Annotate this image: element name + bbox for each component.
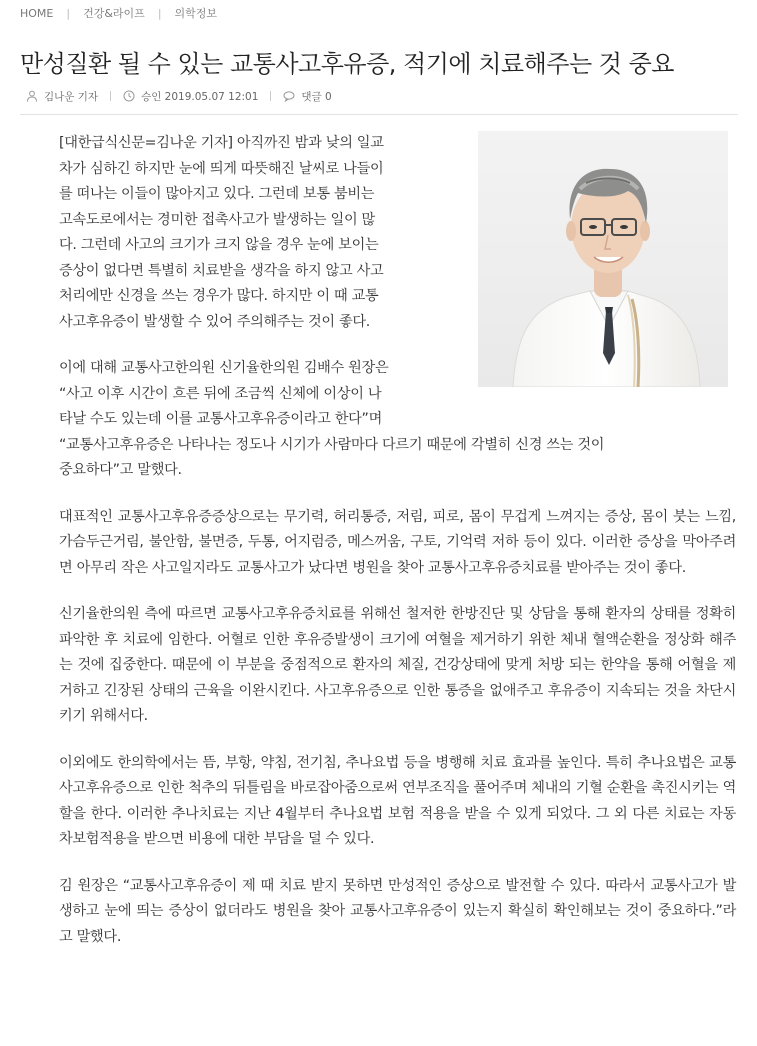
text-line: 증상이 없다면 특별히 치료받을 생각을 하지 않고 사고 bbox=[59, 262, 384, 279]
text-line: 이에 대해 교통사고한의원 신기율한의원 김배수 원장은 bbox=[59, 360, 389, 376]
paragraph-1 bbox=[59, 131, 464, 335]
text-line: “사고 이후 시간이 흐른 뒤에 조금씩 신체에 이상이 나 bbox=[59, 385, 382, 402]
text-line: 차가 심하긴 하지만 눈에 띄게 따뜻해진 날씨로 나들이 bbox=[59, 160, 384, 177]
clock-icon bbox=[123, 90, 135, 102]
paragraph-2 bbox=[59, 356, 736, 484]
text-line: 중요하다”고 말했다. bbox=[59, 462, 182, 478]
header-divider bbox=[20, 114, 738, 115]
text-line: 를 떠나는 이들이 많아지고 있다. 그런데 보통 붐비는 bbox=[59, 186, 375, 202]
author-info bbox=[26, 89, 98, 104]
person-icon bbox=[26, 90, 38, 102]
breadcrumb bbox=[20, 4, 217, 22]
comment-count[interactable]: 댓글 0 bbox=[301, 90, 332, 103]
paragraph-5: 이외에도 한의학에서는 뜸, 부항, 약침, 전기침, 추나요법 등을 병행해 치료 효과를 높인다. 특히 추나요법은 교통사고후유증으로 인한 척추의 뒤틀림을 바로잡아줌으로써 연부조직을 풀어주며 체내의 기혈 순환을 촉진시키는 역할을 한다. 이러한 추나치료는 지난 4월부터 추나요법 보험 적용을 받을 수 있게 되었다. 그 외 다른 치료는 자동차보험적용을 받으면 비용에 대한 부담을 덜 수 있다. bbox=[59, 754, 736, 847]
text-line: “교통사고후유증은 나타나는 정도나 시기가 사람마다 다르기 때문에 각별히 신경 쓰는 것이 bbox=[59, 436, 605, 453]
text-line: 다. 그런데 사고의 크기가 크지 않을 경우 눈에 보이는 bbox=[59, 237, 379, 253]
text-line: [대한급식신문=김나운 기자] 아직까진 밤과 낮의 일교 bbox=[59, 135, 384, 151]
article-meta bbox=[26, 86, 332, 106]
meta-divider bbox=[110, 91, 111, 101]
author-name: 김나운 기자 bbox=[44, 90, 99, 103]
comment-icon bbox=[283, 90, 295, 102]
comments-info[interactable] bbox=[283, 89, 331, 104]
text-line: 사고후유증이 발생할 수 있어 주의해주는 것이 좋다. bbox=[59, 313, 370, 330]
breadcrumb-home[interactable]: HOME bbox=[20, 6, 54, 20]
article-title: 만성질환 될 수 있는 교통사고후유증, 적기에 치료해주는 것 중요 bbox=[20, 50, 674, 79]
paragraph-3: 대표적인 교통사고후유증증상으로는 무기력, 허리통증, 저림, 피로, 몸이 무겁게 느껴지는 증상, 몸이 붓는 느낌, 가슴두근거림, 불안함, 불면증, 두통, 어지럼증, 메스꺼움, 구토, 기억력 저하 등이 있다. 이러한 증상을 막아주려면 아무리 작은 사고일지라도 교통사고가 났다면 병원을 찾아 교통사고후유증치료를 받아주는 것이 좋다. bbox=[59, 508, 736, 576]
meta-divider bbox=[270, 91, 271, 101]
breadcrumb-separator: | bbox=[66, 6, 71, 20]
paragraph-4: 신기율한의원 측에 따르면 교통사고후유증치료를 위해선 철저한 한방진단 및 상담을 통해 환자의 상태를 정확히 파악한 후 치료에 임한다. 어혈로 인한 후유증발생이 크기에 여혈을 제거하기 위한 체내 혈액순환을 정상화 해주는 것에 집중한다. 때문에 이 부분을 중점적으로 환자의 체질, 건강상태에 맞게 처방 되는 한약을 통해 어혈을 제거하고 긴장된 상태의 근육을 이완시킨다. 사고후유증으로 인한 통증을 없애주고 후유증이 지속되는 것을 차단시키기 위해서다. bbox=[59, 606, 736, 724]
paragraph-6: 김 원장은 “교통사고후유증이 제 때 치료 받지 못하면 만성적인 증상으로 발전할 수 있다. 따라서 교통사고가 발생하고 눈에 띄는 증상이 없더라도 병원을 찾아 교통사고후유증이 있는지 확실히 확인해보는 것이 중요하다.”라고 말했다. bbox=[59, 877, 736, 945]
text-line: 처리에만 신경을 쓰는 경우가 많다. 하지만 이 때 교통 bbox=[59, 288, 379, 304]
date-info bbox=[123, 89, 258, 104]
text-line: 고속도로에서는 경미한 접촉사고가 발생하는 일이 많 bbox=[59, 211, 375, 228]
article-body bbox=[59, 131, 736, 950]
breadcrumb-separator: | bbox=[157, 6, 162, 20]
approved-date: 승인 2019.05.07 12:01 bbox=[141, 90, 259, 103]
breadcrumb-section[interactable]: 건강&라이프 bbox=[83, 7, 145, 20]
breadcrumb-subsection[interactable]: 의학정보 bbox=[174, 7, 218, 20]
text-line: 타날 수도 있는데 이를 교통사고후유증이라고 한다”며 bbox=[59, 411, 383, 427]
